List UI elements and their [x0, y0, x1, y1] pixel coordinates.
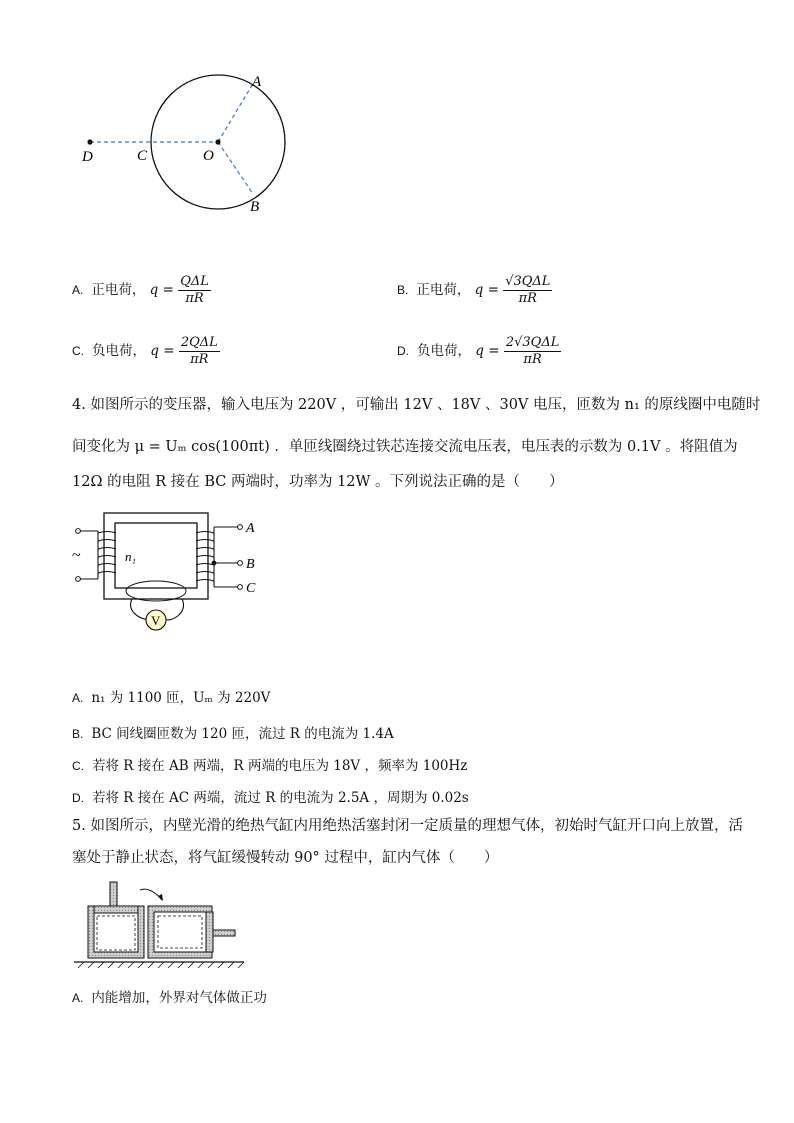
q4-option-b[interactable]: B. BC 间线圈匝数为 120 匝，流过 R 的电流为 1.4A — [72, 726, 394, 742]
input-terminal-2 — [76, 577, 81, 582]
q4-stem-line3: 12Ω 的电阻 R 接在 BC 两端时，功率为 12W 。下列说法正确的是（ ） — [72, 474, 564, 490]
q5-stem-line1: 5. 如图所示，内壁光滑的绝热气缸内用绝热活塞封闭一定质量的理想气体，初始时气缸开口向上放置，活 — [72, 818, 743, 834]
line-o-a — [218, 82, 254, 142]
q4-stem-line1: 4. 如图所示的变压器，输入电压为 220V ，可输出 12V 、18V 、30V 电压，匝数为 n₁ 的原线圈中电随时 — [72, 397, 761, 413]
core-outer — [104, 513, 208, 599]
upright-piston-rod — [110, 882, 117, 906]
q5-option-a[interactable]: A. 内能增加，外界对气体做正功 — [72, 990, 267, 1006]
label-c: C — [137, 148, 148, 164]
label-c: C — [246, 581, 256, 596]
fraction: $\frac{\text{√3QΔL}}{\pi R}$ — [505, 274, 551, 306]
label-n1: n₁ — [125, 549, 137, 564]
label-b: B — [250, 199, 260, 215]
q4-stem-line2: 间变化为 μ = Uₘ cos(100πt) ．单匝线圈绕过铁芯连接交流电压表，电压表的示数为 0.1V 。将阻值为 — [72, 439, 738, 455]
q3-circle-figure — [70, 60, 310, 230]
transformer-figure — [70, 505, 270, 635]
horizontal-piston — [206, 912, 213, 952]
q3-option-d[interactable]: D. 负电荷， q = $\frac{\text{2√3QΔL}}{\pi R}$ — [397, 335, 560, 367]
horizontal-piston-rod — [213, 930, 235, 936]
label-a: A — [246, 521, 255, 536]
fraction: $\frac{\text{QΔL}}{\pi R}$ — [180, 274, 209, 306]
input-terminal-1 — [76, 529, 81, 534]
q3-option-c[interactable]: C. 负电荷， q = $\frac{\text{2QΔL}}{\pi R}$ — [72, 335, 218, 367]
q3-option-b[interactable]: B. 正电荷， q = $\frac{\text{√3QΔL}}{\pi R}$ — [397, 274, 551, 306]
ground-hatch — [78, 962, 244, 968]
voltmeter-label: V — [151, 613, 161, 628]
point-o — [215, 139, 220, 144]
terminal-c — [238, 585, 243, 590]
label-o: O — [203, 148, 214, 164]
point-d — [87, 139, 92, 144]
q4-option-c[interactable]: C. 若将 R 接在 AB 两端，R 两端的电压为 18V ，频率为 100Hz — [72, 758, 468, 774]
label-a: A — [252, 74, 262, 90]
secondary-coil — [196, 527, 238, 587]
q3-option-a[interactable]: A. 正电荷， q = $\frac{\text{QΔL}}{\pi R}$ — [72, 274, 209, 306]
q4-option-d[interactable]: D. 若将 R 接在 AC 两端，流过 R 的电流为 2.5A ，周期为 0.02s — [72, 790, 469, 806]
tap-dot — [212, 561, 217, 566]
fraction: $\frac{\text{2QΔL}}{\pi R}$ — [180, 335, 218, 367]
label-d: D — [82, 149, 93, 165]
primary-coil — [80, 531, 116, 579]
line-o-b — [218, 142, 253, 194]
fraction: $\frac{\text{2√3QΔL}}{\pi R}$ — [505, 335, 560, 367]
terminal-a — [238, 525, 243, 530]
ac-source-symbol: ~ — [72, 547, 81, 564]
label-b: B — [246, 557, 255, 572]
rotate-arrow-icon — [140, 889, 162, 900]
cylinder-figure — [70, 876, 250, 972]
upright-piston — [94, 906, 138, 913]
q4-option-a[interactable]: A. n₁ 为 1100 匝，Uₘ 为 220V — [72, 690, 271, 706]
terminal-b — [238, 561, 243, 566]
q5-stem-line2: 塞处于静止状态，将气缸缓慢转动 90° 过程中，缸内气体（ ） — [72, 850, 499, 866]
